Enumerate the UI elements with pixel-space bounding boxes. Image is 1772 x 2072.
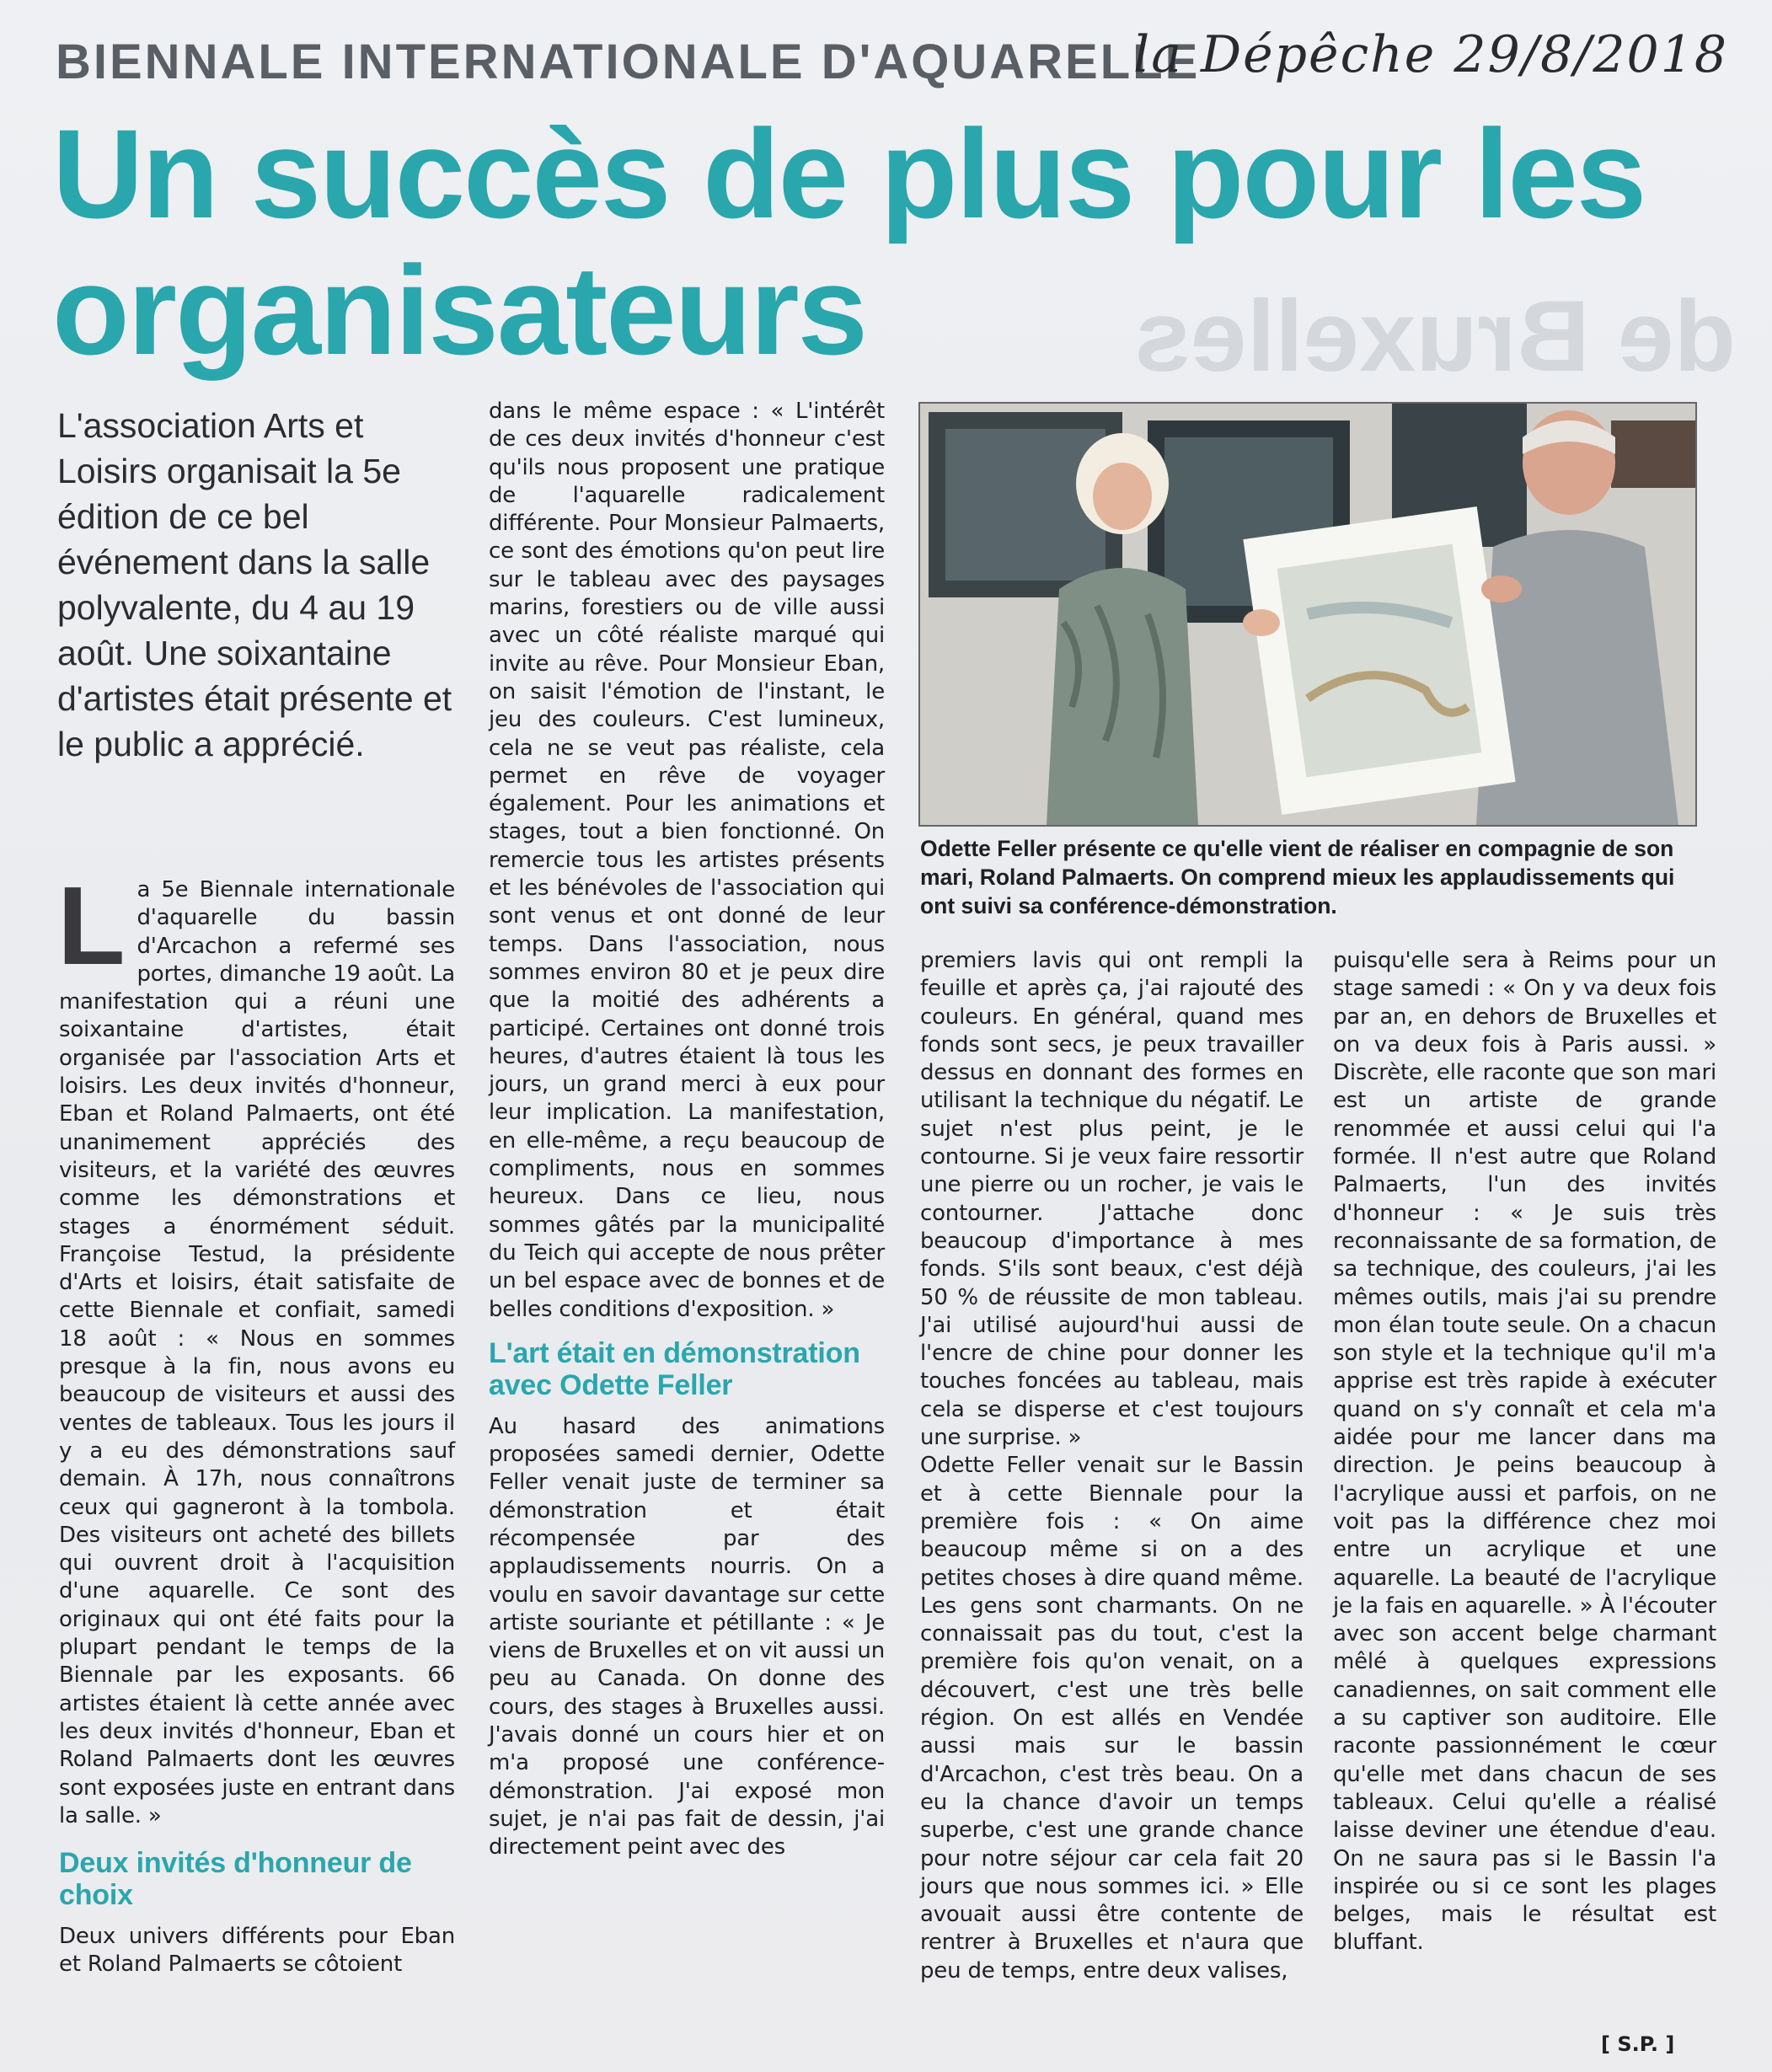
column-1 — [57, 864, 455, 1979]
column-2-paragraph: dans le même espace : « L'intérêt de ces deux invités d'honneur c'est qu'ils nous proposent une pratique de l'aquarelle radicalement différente. Pour Monsieur Palmaerts, ce sont des émotions qu'on peut lire sur le tableau avec des paysages marins, forestiers ou de ville aussi avec un côté réaliste marqué qui invite au rêve. Pour Monsieur Eban, on saisit l'émotion de l'instant, le jeu des couleurs. C'est lumineux, cela ne se veut pas réaliste, cela permet en rêve de voyager également. Pour les animations et stages, tout a bien fonctionné. On remercie tous les artistes présents et les bénévoles de l'association qui sont venus et ont donné de leur temps. Dans l'association, nous sommes environ 80 et je peux dire que la moitié des adhérents a participé. Certaines ont donné trois heures, d'autres étaient là tous les jours, un grand merci à eux pour leur implication. La manifestation, en elle-même, a reçu beaucoup de compliments, nous en sommes heureux. Dans ce lieu, nous sommes gâtés par la municipalité du Teich qui accepte de nous prêter un bel espace avec de bonnes et de belles conditions d'exposition. » — [489, 399, 885, 1322]
article-lede: L'association Arts et Loisirs organisait la 5e édition de ce bel événement dans la salle polyvalente, du 4 au 19 août. Une soixantaine d'artistes était présente et le public a apprécié. — [57, 406, 452, 763]
column-3 — [920, 947, 1304, 1985]
column-4-paragraph: puisqu'elle sera à Reims pour un stage samedi : « On y va deux fois par an, en dehors de Bruxelles et on va deux fois à Paris aussi. » Discrète, elle raconte que son mari est un artiste de grande renommée et aussi celui qui l'a formée. Il n'est autre que Roland Palmaerts, l'un des invités d'honneur : « Je suis très reconnaissante de sa formation, de sa technique, des couleurs, j'ai les mêmes outils, mais j'ai su prendre mon élan toute seule. On a chacun son style et la technique qu'il m'a apprise est très rapide à exécuter quand on s'y connaît et cela m'a aidée pour me lancer dans ma direction. Je peins beaucoup à l'acrylique aussi et parfois, on ne voit pas la différence chez moi entre un acrylique et une aquarelle. La beauté de l'acrylique je la fais en aquarelle. » À l'écouter avec son accent belge charmant mêlé à quelques expressions canadiennes, on sait comment elle a su captiver son auditoire. Elle raconte passionnément le cœur qu'elle met dans chacun de ses tableaux. Celui qu'elle a réalisé laisse deviner une étendue d'eau. On ne saura pas si le Bassin l'a inspirée ou si ce sont les plages belges, mais le résultat est bluffant. — [1333, 948, 1716, 1956]
drop-cap: L — [57, 864, 126, 988]
article-photo — [918, 402, 1697, 827]
column-1-paragraph: La 5e Biennale internationale d'aquarelle du bassin d'Arcachon a refermé ses portes, dimanche 19 août. La manifestation qui a réuni une soixantaine d'artistes, était organisée par l'association Arts et loisirs. Les deux invités d'honneur, Eban et Roland Palmaerts, ont été unanimement appréciés des visiteurs, et la variété des œuvres comme les démonstrations et stages a énormément séduit. Françoise Testud, la présidente d'Arts et loisirs, était satisfaite de cette Biennale et confiait, samedi 18 août : « Nous en sommes presque à la fin, nous avons eu beaucoup de visiteurs et aussi des ventes de tableaux. Tous les jours il y a eu des démonstrations sauf demain. À 17h, nous connaîtrons ceux qui gagneront à la tombola. Des visiteurs ont acheté des billets qui ouvrent droit à l'acquisition d'une aquarelle. Ce sont des originaux qui ont été faits pour la plupart pendant le temps de la Biennale par les exposants. 66 artistes étaient là cette année avec les deux invités d'honneur, Eban et Roland Palmaerts dont les œuvres sont exposées juste en entrant dans la salle. » — [57, 864, 455, 1828]
photo-caption: Odette Feller présente ce qu'elle vient de réaliser en compagnie de son mari, Roland Palmaerts. On comprend mieux les applaudissements qui ont suivi sa conférence-démonstration. — [920, 836, 1675, 918]
subhead-demonstration: L'art était en démonstration avec Odette Feller — [489, 1336, 860, 1401]
section-kicker: BIENNALE INTERNATIONALE D'AQUARELLE — [56, 35, 1201, 89]
column-1-paragraph-2: Deux univers différents pour Eban et Roland Palmaerts se côtoient — [59, 1924, 455, 1978]
column-4 — [1333, 947, 1716, 1957]
photo-illustration — [920, 404, 1695, 825]
column-2 — [489, 398, 885, 1862]
article-headline: Un succès de plus pour les organisateurs — [52, 103, 1646, 381]
column-3-paragraph: premiers lavis qui ont rempli la feuille et après ça, j'ai rajouté des couleurs. En général, quand mes fonds sont secs, je peux travailler dessus en donnant des formes en utilisant la technique du négatif. Le sujet n'est plus peint, je le contourne. Si je veux faire ressortir une pierre ou un rocher, je vais le contourner. J'attache donc beaucoup d'importance à mes fonds. S'ils sont beaux, c'est déjà 50 % de réussite de mon tableau. J'ai utilisé aujourd'hui aussi de l'encre de chine pour donner les touches foncées au tableau, mais cela se disperse et c'est toujours une surprise. » — [920, 948, 1304, 1451]
column-3-paragraph-2: Odette Feller venait sur le Bassin et à cette Biennale pour la première fois : « On aime beaucoup même si on a des petites choses à dire quand même. Les gens sont charmants. On ne connaissait pas du tout, c'est la première fois qu'on venait, on a découvert, c'est une très belle région. On est allés en Vendée aussi mais sur le bassin d'Arcachon, c'est très beau. On a eu la chance d'avoir un temps superbe, c'est une grande chance pour notre séjour car cela fait 20 jours que nous sommes ici. » Elle avouait aussi être contente de rentrer à Bruxelles et n'aura que peu de temps, entre deux valises, — [920, 1453, 1304, 1984]
handwritten-date-stamp: la Dépêche 29/8/2018 — [1133, 25, 1729, 84]
column-2-paragraph-2: Au hasard des animations proposées samedi dernier, Odette Feller venait juste de terminer sa démonstration et était récompensée par des applaudissements nourris. On a voulu en savoir davantage sur cette artiste souriante et pétillante : « Je viens de Bruxelles et on vit aussi un peu au Canada. On donne des cours, des stages à Bruxelles aussi. J'avais donné un cours hier et on m'a proposé une conférence-démonstration. J'ai exposé mon sujet, je n'ai pas fait de dessin, j'ai directement peint avec des — [489, 1413, 885, 1861]
subhead-invites: Deux invités d'honneur de choix — [59, 1847, 412, 1912]
author-signature: [ S.P. ] — [1601, 2032, 1675, 2056]
bleed-through-text: de Bruxelles — [1134, 280, 1736, 393]
